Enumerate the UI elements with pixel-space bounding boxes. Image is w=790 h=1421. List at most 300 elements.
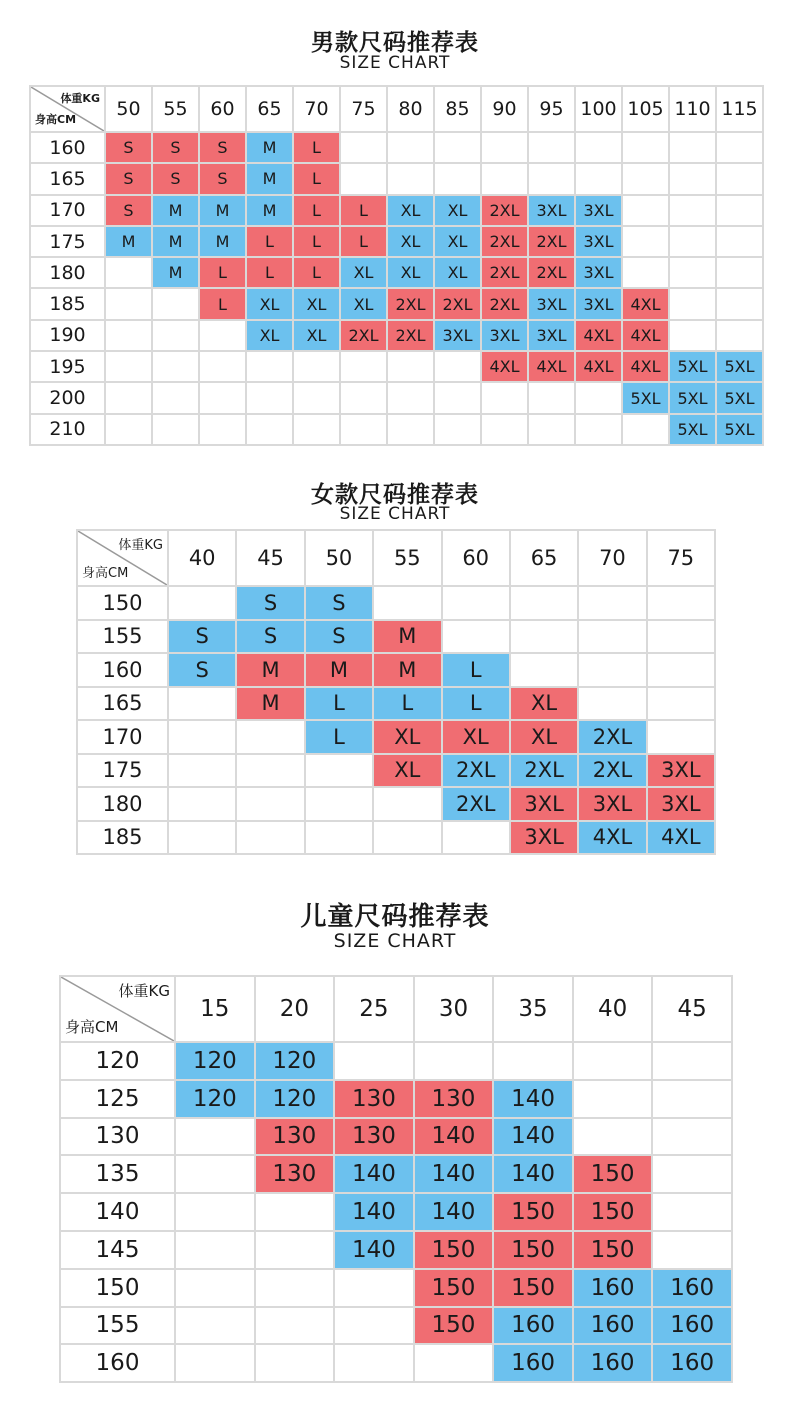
size-cell: 3XL xyxy=(510,821,578,855)
empty-cell xyxy=(373,586,441,620)
empty-cell xyxy=(647,687,715,721)
height-axis-label: 身高CM xyxy=(65,1018,119,1036)
table-row xyxy=(30,132,763,163)
size-cell: S xyxy=(152,132,199,163)
empty-cell xyxy=(340,163,387,194)
size-cell: S xyxy=(199,163,246,194)
table-row xyxy=(60,1231,732,1269)
size-cell: 2XL xyxy=(442,787,510,821)
size-cell: L xyxy=(246,257,293,288)
empty-cell xyxy=(578,586,646,620)
weight-header-110: 110 xyxy=(669,86,716,132)
size-cell: XL xyxy=(293,288,340,319)
weight-header-50: 50 xyxy=(305,530,373,586)
empty-cell xyxy=(340,382,387,413)
weight-header-35: 35 xyxy=(493,976,573,1042)
size-cell: M xyxy=(236,653,304,687)
size-cell: 2XL xyxy=(578,754,646,788)
empty-cell xyxy=(175,1307,255,1345)
empty-cell xyxy=(105,382,152,413)
height-header-120: 120 xyxy=(60,1042,175,1080)
empty-cell xyxy=(334,1307,414,1345)
empty-cell xyxy=(168,787,236,821)
size-cell: 140 xyxy=(334,1193,414,1231)
size-cell: 150 xyxy=(414,1231,494,1269)
empty-cell xyxy=(373,787,441,821)
size-cell: 140 xyxy=(493,1080,573,1118)
empty-cell xyxy=(246,382,293,413)
empty-cell xyxy=(647,720,715,754)
weight-axis-label: 体重KG xyxy=(60,92,100,105)
empty-cell xyxy=(387,163,434,194)
weight-header-20: 20 xyxy=(255,976,335,1042)
size-cell: L xyxy=(340,195,387,226)
header-row xyxy=(77,530,715,586)
table-row xyxy=(60,1155,732,1193)
empty-cell xyxy=(528,163,575,194)
size-cell: 150 xyxy=(573,1231,653,1269)
table-row xyxy=(60,1193,732,1231)
table-row xyxy=(60,1118,732,1156)
weight-header-40: 40 xyxy=(168,530,236,586)
size-cell: 3XL xyxy=(528,195,575,226)
empty-cell xyxy=(652,1118,732,1156)
size-cell: XL xyxy=(340,257,387,288)
size-cell: 4XL xyxy=(622,320,669,351)
weight-header-115: 115 xyxy=(716,86,763,132)
empty-cell xyxy=(652,1080,732,1118)
size-cell: M xyxy=(246,195,293,226)
empty-cell xyxy=(246,414,293,445)
size-cell: 130 xyxy=(334,1080,414,1118)
size-cell: 2XL xyxy=(510,754,578,788)
size-cell: XL xyxy=(510,720,578,754)
empty-cell xyxy=(575,163,622,194)
table-row xyxy=(30,257,763,288)
empty-cell xyxy=(387,382,434,413)
height-header-165: 165 xyxy=(77,687,168,721)
table-row xyxy=(77,687,715,721)
empty-cell xyxy=(105,257,152,288)
mens-size-table xyxy=(29,85,764,446)
weight-axis-label: 体重KG xyxy=(118,982,170,1000)
size-cell: 140 xyxy=(334,1155,414,1193)
empty-cell xyxy=(414,1344,494,1382)
empty-cell xyxy=(340,351,387,382)
table-row xyxy=(30,195,763,226)
table-row xyxy=(30,351,763,382)
empty-cell xyxy=(168,754,236,788)
size-cell: 3XL xyxy=(528,288,575,319)
empty-cell xyxy=(647,653,715,687)
kids-size-table xyxy=(59,975,733,1383)
size-cell: M xyxy=(305,653,373,687)
size-cell: XL xyxy=(387,226,434,257)
height-header-210: 210 xyxy=(30,414,105,445)
size-cell: L xyxy=(293,163,340,194)
empty-cell xyxy=(236,754,304,788)
empty-cell xyxy=(152,320,199,351)
kids-chart-title: 儿童尺码推荐表 xyxy=(300,902,490,932)
womens-chart-title: 女款尺码推荐表 xyxy=(311,482,479,508)
size-cell: XL xyxy=(293,320,340,351)
empty-cell xyxy=(622,163,669,194)
empty-cell xyxy=(305,787,373,821)
height-header-125: 125 xyxy=(60,1080,175,1118)
size-cell: 3XL xyxy=(575,195,622,226)
empty-cell xyxy=(305,821,373,855)
empty-cell xyxy=(669,257,716,288)
empty-cell xyxy=(716,288,763,319)
size-cell: M xyxy=(105,226,152,257)
table-row xyxy=(77,754,715,788)
empty-cell xyxy=(168,687,236,721)
size-cell: 4XL xyxy=(528,351,575,382)
empty-cell xyxy=(622,414,669,445)
size-cell: M xyxy=(199,195,246,226)
height-axis-label: 身高CM xyxy=(35,113,77,126)
empty-cell xyxy=(340,414,387,445)
size-cell: XL xyxy=(340,288,387,319)
empty-cell xyxy=(669,132,716,163)
empty-cell xyxy=(387,132,434,163)
empty-cell xyxy=(716,226,763,257)
size-cell: 3XL xyxy=(575,226,622,257)
empty-cell xyxy=(622,257,669,288)
height-header-150: 150 xyxy=(77,586,168,620)
height-header-180: 180 xyxy=(77,787,168,821)
weight-header-105: 105 xyxy=(622,86,669,132)
size-cell: 2XL xyxy=(340,320,387,351)
size-cell: XL xyxy=(387,257,434,288)
empty-cell xyxy=(647,620,715,654)
empty-cell xyxy=(175,1155,255,1193)
size-cell: L xyxy=(340,226,387,257)
empty-cell xyxy=(334,1269,414,1307)
height-header-180: 180 xyxy=(30,257,105,288)
empty-cell xyxy=(510,653,578,687)
weight-header-30: 30 xyxy=(414,976,494,1042)
size-cell: XL xyxy=(434,257,481,288)
height-header-160: 160 xyxy=(60,1344,175,1382)
table-row xyxy=(60,1344,732,1382)
size-cell: 3XL xyxy=(578,787,646,821)
corner-header-cell xyxy=(30,86,105,132)
size-cell: 130 xyxy=(334,1118,414,1156)
empty-cell xyxy=(481,382,528,413)
size-cell: 4XL xyxy=(575,320,622,351)
size-cell: L xyxy=(293,132,340,163)
size-cell: 2XL xyxy=(528,226,575,257)
size-cell: 140 xyxy=(414,1193,494,1231)
size-cell: L xyxy=(442,653,510,687)
empty-cell xyxy=(387,351,434,382)
weight-header-40: 40 xyxy=(573,976,653,1042)
size-cell: 120 xyxy=(175,1042,255,1080)
size-cell: XL xyxy=(373,754,441,788)
size-cell: L xyxy=(305,687,373,721)
height-header-195: 195 xyxy=(30,351,105,382)
empty-cell xyxy=(199,320,246,351)
empty-cell xyxy=(575,414,622,445)
empty-cell xyxy=(622,195,669,226)
empty-cell xyxy=(652,1193,732,1231)
size-cell: 120 xyxy=(255,1080,335,1118)
size-cell: M xyxy=(246,132,293,163)
height-header-140: 140 xyxy=(60,1193,175,1231)
weight-header-15: 15 xyxy=(175,976,255,1042)
weight-header-90: 90 xyxy=(481,86,528,132)
height-header-170: 170 xyxy=(77,720,168,754)
weight-header-80: 80 xyxy=(387,86,434,132)
empty-cell xyxy=(442,821,510,855)
empty-cell xyxy=(168,586,236,620)
empty-cell xyxy=(510,620,578,654)
empty-cell xyxy=(573,1118,653,1156)
table-row xyxy=(77,821,715,855)
empty-cell xyxy=(175,1344,255,1382)
weight-header-25: 25 xyxy=(334,976,414,1042)
empty-cell xyxy=(669,163,716,194)
size-cell: 5XL xyxy=(622,382,669,413)
size-cell: XL xyxy=(387,195,434,226)
table-row xyxy=(60,1269,732,1307)
size-cell: L xyxy=(442,687,510,721)
empty-cell xyxy=(716,132,763,163)
empty-cell xyxy=(434,414,481,445)
empty-cell xyxy=(255,1269,335,1307)
size-cell: M xyxy=(152,226,199,257)
empty-cell xyxy=(528,132,575,163)
size-cell: L xyxy=(293,257,340,288)
empty-cell xyxy=(175,1269,255,1307)
mens-chart-subtitle: SIZE CHART xyxy=(339,53,451,73)
empty-cell xyxy=(236,787,304,821)
size-cell: L xyxy=(246,226,293,257)
size-cell: 2XL xyxy=(481,257,528,288)
height-header-160: 160 xyxy=(30,132,105,163)
weight-axis-label: 体重KG xyxy=(118,538,163,553)
height-header-130: 130 xyxy=(60,1118,175,1156)
empty-cell xyxy=(510,586,578,620)
height-header-175: 175 xyxy=(77,754,168,788)
height-axis-label: 身高CM xyxy=(82,566,129,581)
size-cell: M xyxy=(152,195,199,226)
size-cell: XL xyxy=(442,720,510,754)
size-cell: 140 xyxy=(414,1155,494,1193)
table-row xyxy=(30,226,763,257)
empty-cell xyxy=(652,1042,732,1080)
size-cell: 4XL xyxy=(481,351,528,382)
size-cell: 130 xyxy=(255,1118,335,1156)
size-cell: XL xyxy=(373,720,441,754)
size-cell: 2XL xyxy=(387,288,434,319)
empty-cell xyxy=(105,288,152,319)
empty-cell xyxy=(434,163,481,194)
size-cell: M xyxy=(373,653,441,687)
empty-cell xyxy=(255,1193,335,1231)
size-cell: S xyxy=(236,586,304,620)
size-cell: 150 xyxy=(493,1193,573,1231)
height-header-185: 185 xyxy=(30,288,105,319)
empty-cell xyxy=(716,163,763,194)
empty-cell xyxy=(293,414,340,445)
size-cell: 2XL xyxy=(387,320,434,351)
empty-cell xyxy=(434,382,481,413)
size-cell: M xyxy=(373,620,441,654)
size-cell: S xyxy=(168,653,236,687)
size-cell: S xyxy=(105,195,152,226)
empty-cell xyxy=(528,414,575,445)
corner-header-cell xyxy=(77,530,168,586)
size-cell: 5XL xyxy=(716,351,763,382)
size-cell: 3XL xyxy=(575,288,622,319)
weight-header-45: 45 xyxy=(236,530,304,586)
weight-header-60: 60 xyxy=(199,86,246,132)
table-row xyxy=(60,1307,732,1345)
weight-header-60: 60 xyxy=(442,530,510,586)
size-cell: 3XL xyxy=(647,787,715,821)
size-cell: XL xyxy=(246,288,293,319)
size-cell: 160 xyxy=(652,1269,732,1307)
weight-header-70: 70 xyxy=(293,86,340,132)
empty-cell xyxy=(716,320,763,351)
height-header-150: 150 xyxy=(60,1269,175,1307)
empty-cell xyxy=(578,620,646,654)
size-cell: XL xyxy=(510,687,578,721)
size-cell: 160 xyxy=(652,1307,732,1345)
empty-cell xyxy=(199,382,246,413)
size-cell: 2XL xyxy=(528,257,575,288)
corner-header-cell xyxy=(60,976,175,1042)
empty-cell xyxy=(340,132,387,163)
empty-cell xyxy=(236,821,304,855)
empty-cell xyxy=(152,288,199,319)
womens-chart-subtitle: SIZE CHART xyxy=(339,504,451,524)
empty-cell xyxy=(105,320,152,351)
size-cell: 160 xyxy=(493,1307,573,1345)
table-row xyxy=(77,620,715,654)
size-cell: 5XL xyxy=(669,382,716,413)
weight-header-65: 65 xyxy=(246,86,293,132)
table-row xyxy=(30,320,763,351)
empty-cell xyxy=(669,195,716,226)
height-header-135: 135 xyxy=(60,1155,175,1193)
weight-header-65: 65 xyxy=(510,530,578,586)
size-cell: S xyxy=(105,163,152,194)
weight-header-95: 95 xyxy=(528,86,575,132)
empty-cell xyxy=(528,382,575,413)
height-header-170: 170 xyxy=(30,195,105,226)
empty-cell xyxy=(481,163,528,194)
size-cell: 4XL xyxy=(578,821,646,855)
height-header-155: 155 xyxy=(77,620,168,654)
empty-cell xyxy=(255,1307,335,1345)
size-cell: 2XL xyxy=(481,288,528,319)
height-header-185: 185 xyxy=(77,821,168,855)
empty-cell xyxy=(387,414,434,445)
size-cell: S xyxy=(105,132,152,163)
empty-cell xyxy=(573,1080,653,1118)
size-cell: 4XL xyxy=(647,821,715,855)
table-row xyxy=(77,720,715,754)
size-cell: 3XL xyxy=(575,257,622,288)
size-cell: XL xyxy=(434,195,481,226)
size-cell: S xyxy=(236,620,304,654)
table-row xyxy=(77,653,715,687)
size-cell: 2XL xyxy=(481,195,528,226)
size-cell: M xyxy=(246,163,293,194)
size-cell: 140 xyxy=(493,1155,573,1193)
size-cell: 150 xyxy=(573,1155,653,1193)
empty-cell xyxy=(175,1231,255,1269)
empty-cell xyxy=(434,132,481,163)
table-row xyxy=(60,1080,732,1118)
size-cell: 140 xyxy=(493,1118,573,1156)
size-cell: 150 xyxy=(414,1269,494,1307)
header-row xyxy=(30,86,763,132)
size-cell: 3XL xyxy=(481,320,528,351)
empty-cell xyxy=(669,226,716,257)
size-cell: 130 xyxy=(255,1155,335,1193)
height-header-175: 175 xyxy=(30,226,105,257)
size-cell: L xyxy=(305,720,373,754)
empty-cell xyxy=(442,586,510,620)
empty-cell xyxy=(622,226,669,257)
size-cell: S xyxy=(152,163,199,194)
size-cell: L xyxy=(199,288,246,319)
empty-cell xyxy=(669,288,716,319)
table-row xyxy=(77,787,715,821)
size-cell: 5XL xyxy=(669,414,716,445)
weight-header-75: 75 xyxy=(340,86,387,132)
size-cell: 5XL xyxy=(716,414,763,445)
size-cell: 160 xyxy=(652,1344,732,1382)
empty-cell xyxy=(152,382,199,413)
size-cell: 120 xyxy=(175,1080,255,1118)
empty-cell xyxy=(414,1042,494,1080)
size-cell: S xyxy=(305,586,373,620)
empty-cell xyxy=(481,414,528,445)
empty-cell xyxy=(334,1042,414,1080)
size-cell: 3XL xyxy=(528,320,575,351)
size-cell: 130 xyxy=(414,1080,494,1118)
size-cell: 140 xyxy=(334,1231,414,1269)
weight-header-100: 100 xyxy=(575,86,622,132)
table-row xyxy=(30,414,763,445)
empty-cell xyxy=(493,1042,573,1080)
empty-cell xyxy=(716,195,763,226)
empty-cell xyxy=(255,1344,335,1382)
size-cell: L xyxy=(293,226,340,257)
size-cell: 3XL xyxy=(647,754,715,788)
empty-cell xyxy=(246,351,293,382)
size-cell: 2XL xyxy=(442,754,510,788)
empty-cell xyxy=(373,821,441,855)
size-cell: 150 xyxy=(573,1193,653,1231)
weight-header-85: 85 xyxy=(434,86,481,132)
size-cell: 4XL xyxy=(575,351,622,382)
size-cell: S xyxy=(305,620,373,654)
empty-cell xyxy=(573,1042,653,1080)
size-cell: 150 xyxy=(493,1231,573,1269)
empty-cell xyxy=(175,1118,255,1156)
size-cell: 3XL xyxy=(434,320,481,351)
empty-cell xyxy=(236,720,304,754)
size-cell: L xyxy=(293,195,340,226)
size-cell: 140 xyxy=(414,1118,494,1156)
empty-cell xyxy=(481,132,528,163)
